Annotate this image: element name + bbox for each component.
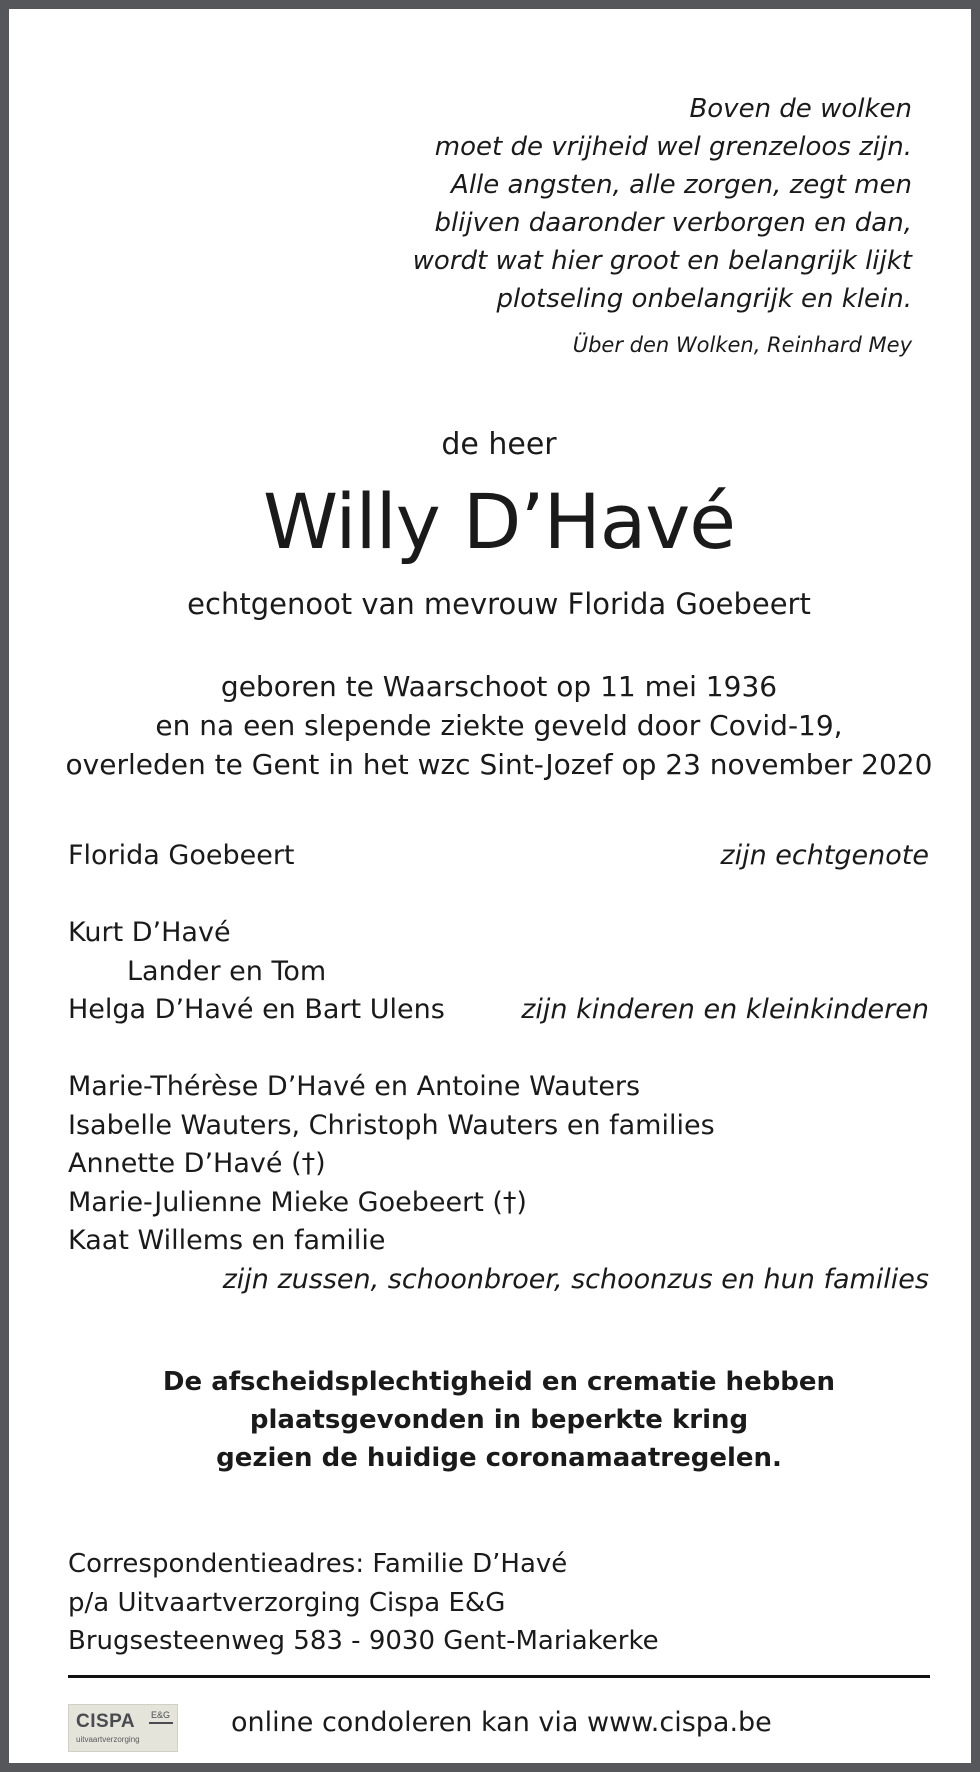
poem bbox=[413, 90, 912, 318]
family-list bbox=[68, 837, 929, 1299]
poem-credit: Über den Wolken, Reinhard Mey bbox=[572, 333, 912, 357]
ceremony-line: gezien de huidige coronamaatregelen. bbox=[216, 1443, 782, 1473]
ceremony-notice bbox=[9, 1363, 980, 1477]
poem-line: moet de vrijheid wel grenzeloos zijn. bbox=[434, 132, 912, 162]
address-line: Brugsesteenweg 583 - 9030 Gent-Mariakerke bbox=[68, 1626, 659, 1656]
condolence-link[interactable]: online condoleren kan via www.cispa.be bbox=[231, 1707, 772, 1738]
poem-line: Alle angsten, alle zorgen, zegt men bbox=[451, 170, 912, 200]
logo-text: CISPA bbox=[76, 1711, 136, 1732]
family-name: Isabelle Wauters, Christoph Wauters en families bbox=[68, 1109, 715, 1141]
logo-superscript: E&G bbox=[151, 1710, 171, 1720]
family-relation: zijn zussen, schoonbroer, schoonzus en hun families bbox=[222, 1263, 929, 1295]
family-row bbox=[68, 1145, 929, 1184]
family-row bbox=[68, 1107, 929, 1146]
family-row bbox=[68, 837, 929, 876]
family-relation: zijn kinderen en kleinkinderen bbox=[521, 994, 929, 1025]
family-name: Kurt D’Havé bbox=[68, 917, 231, 948]
cispa-logo bbox=[68, 1704, 178, 1752]
birth-line: geboren te Waarschoot op 11 mei 1936 bbox=[220, 670, 778, 703]
family-name: Kaat Willems en familie bbox=[68, 1225, 386, 1256]
spouse-line: echtgenoot van mevrouw Florida Goebeert bbox=[187, 587, 811, 621]
poem-line: plotseling onbelangrijk en klein. bbox=[496, 284, 912, 314]
family-relation: zijn echtgenote bbox=[720, 840, 929, 871]
deceased-name: Willy D’Havé bbox=[262, 477, 736, 566]
family-name: Annette D’Havé (†) bbox=[68, 1148, 326, 1179]
correspondence-address bbox=[68, 1545, 659, 1661]
poem-line: wordt wat hier groot en belangrijk lijkt bbox=[412, 246, 912, 276]
family-name: Florida Goebeert bbox=[68, 840, 295, 871]
family-row bbox=[68, 953, 929, 992]
ceremony-line: plaatsgevonden in beperkte kring bbox=[249, 1405, 749, 1435]
family-row bbox=[68, 914, 929, 953]
life-dates bbox=[9, 667, 980, 784]
illness-line: en na een slepende ziekte geveld door Covid-19, bbox=[155, 709, 843, 742]
family-name: Helga D’Havé en Bart Ulens bbox=[68, 994, 445, 1025]
family-name: Marie-Julienne Mieke Goebeert (†) bbox=[68, 1186, 527, 1218]
logo-subtitle: uitvaartverzorging bbox=[76, 1735, 140, 1744]
poem-line: blijven daaronder verborgen en dan, bbox=[434, 208, 912, 238]
family-row bbox=[68, 1068, 929, 1107]
address-line: p/a Uitvaartverzorging Cispa E&G bbox=[68, 1587, 506, 1618]
logo-underline bbox=[149, 1722, 173, 1724]
family-name: Lander en Tom bbox=[127, 955, 327, 987]
ceremony-line: De afscheidsplechtigheid en crematie hebben bbox=[162, 1367, 836, 1397]
family-row bbox=[68, 991, 929, 1030]
family-row bbox=[68, 1184, 929, 1223]
family-row bbox=[68, 1222, 929, 1261]
divider bbox=[68, 1675, 930, 1678]
poem-line: Boven de wolken bbox=[689, 94, 912, 124]
death-line: overleden te Gent in het wzc Sint-Jozef op 23 november 2020 bbox=[65, 748, 933, 781]
family-row bbox=[68, 1261, 929, 1300]
address-line: Correspondentieadres: Familie D’Havé bbox=[68, 1549, 568, 1579]
family-name: Marie-Thérèse D’Havé en Antoine Wauters bbox=[68, 1071, 641, 1102]
salutation: de heer bbox=[441, 427, 557, 462]
